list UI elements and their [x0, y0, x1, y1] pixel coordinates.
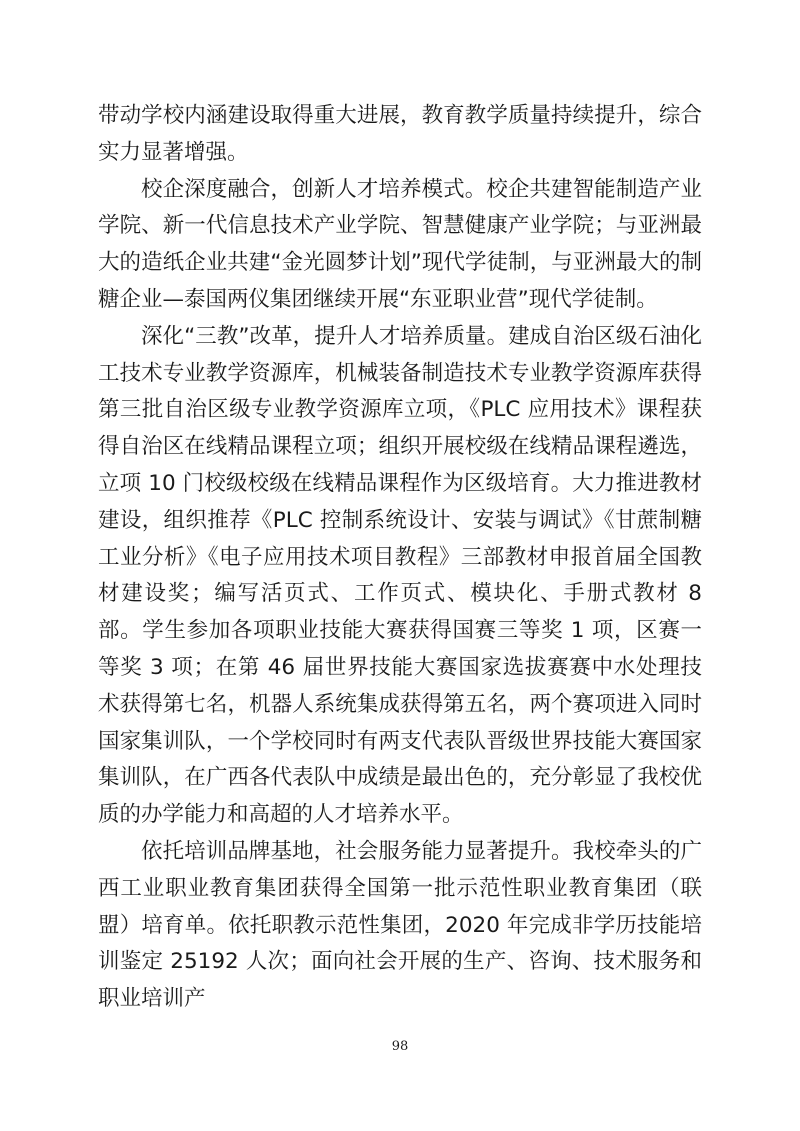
- paragraph-social-service: 依托培训品牌基地，社会服务能力显著提升。我校牵头的广西工业职业教育集团获得全国第一批示范性职业教育集团（联盟）培育单。依托职教示范性集团，2020 年完成非学历技能培训鉴定 25192 人次；面向社会开展的生产、咨询、技术服务和职业培训产: [98, 838, 702, 1012]
- page-number: 98: [391, 1039, 409, 1054]
- body-text: [98, 98, 702, 1018]
- paragraph-continuation: 带动学校内涵建设取得重大进展，教育教学质量持续提升，综合实力显著增强。: [98, 103, 702, 165]
- paragraph-three-education-reform: 深化“三教”改革，提升人才培养质量。建成自治区级石油化工技术专业教学资源库，机械装备制造技术专业教学资源库获得第三批自治区级专业教学资源库立项，《PLC 应用技术》课程获得自治区在线精品课程立项；组织开展校级在线精品课程遴选，立项 10 门校级校级在线精品课程作为区级培育。大力推进教材建设，组织推荐《PLC 控制系统设计、安装与调试》《甘蔗制糖工业分析》《电子应用技术项目教程》三部教材申报首届全国教材建设奖；编写活页式、工作页式、模块化、手册式教材 8 部。学生参加各项职业技能大赛获得国赛三等奖 1 项，区赛一等奖 3 项；在第 46 届世界技能大赛国家选拔赛赛中水处理技术获得第七名，机器人系统集成获得第五名，两个赛项进入同时国家集训队，一个学校同时有两支代表队晋级世界技能大赛国家集训队，在广西各代表队中成绩是最出色的，充分彰显了我校优质的办学能力和高超的人才培养水平。: [98, 323, 702, 828]
- paragraph-school-enterprise-integration: 校企深度融合，创新人才培养模式。校企共建智能制造产业学院、新一代信息技术产业学院、智慧健康产业学院；与亚洲最大的造纸企业共建“金光圆梦计划”现代学徒制，与亚洲最大的制糖企业—泰国两仪集团继续开展“东亚职业营”现代学徒制。: [98, 176, 702, 312]
